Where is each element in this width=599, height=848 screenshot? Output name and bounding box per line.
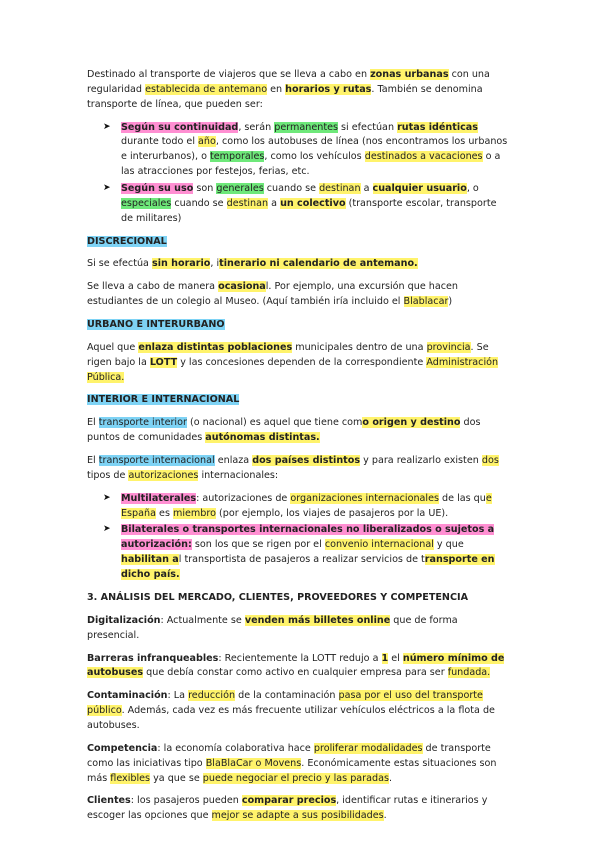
text-run: ) xyxy=(448,296,453,308)
text-run: a xyxy=(360,183,373,195)
paragraph xyxy=(87,794,511,824)
text-run: Barreras infranqueables xyxy=(87,652,219,664)
highlighted-text: año xyxy=(198,136,216,148)
highlighted-text: puede negociar el precio y las paradas xyxy=(202,772,389,784)
highlighted-text: rutas idénticas xyxy=(397,121,478,133)
text-run: Destinado al transporte de viajeros que se lleva a cabo en xyxy=(87,69,371,80)
highlighted-text: cualquier usuario xyxy=(372,183,467,195)
highlighted-text: ransporte en dicho país. xyxy=(121,554,495,581)
highlighted-text: destinados a vacaciones xyxy=(364,151,483,163)
highlighted-text: sin horario xyxy=(151,258,211,270)
text-run: : La xyxy=(167,690,189,702)
highlighted-text: zonas urbanas xyxy=(370,69,449,80)
text-run: enlaza xyxy=(214,455,253,467)
highlighted-text: dos países distintos xyxy=(252,455,361,467)
text-run: cuando se xyxy=(263,183,320,195)
highlighted-text: DISCRECIONAL xyxy=(87,235,167,247)
highlighted-text: Según su continuidad xyxy=(121,121,239,133)
text-run: 3. ANÁLISIS DEL MERCADO, CLIENTES, PROVEEDORES Y COMPETENCIA xyxy=(87,591,468,603)
paragraph xyxy=(87,454,511,484)
highlighted-text: URBANO E INTERURBANO xyxy=(87,319,225,331)
highlighted-text: provincia xyxy=(426,341,471,353)
highlighted-text: fundada. xyxy=(447,667,491,679)
highlighted-text: autónomas distintas. xyxy=(205,432,320,444)
highlighted-text: Multilaterales xyxy=(121,492,197,504)
highlighted-text: o origen y destino xyxy=(362,417,461,429)
text-run: (transporte escolar, transporte de militares) xyxy=(121,197,497,224)
text-run: es xyxy=(156,507,173,519)
highlighted-text: un colectivo xyxy=(280,197,346,209)
text-run: que debía constar como activo en cualquier empresa para ser xyxy=(143,667,448,679)
bullet-list xyxy=(87,121,511,227)
text-run: Competencia xyxy=(87,742,158,754)
highlighted-text: especiales xyxy=(121,197,172,209)
highlighted-text: establecida de antemano xyxy=(145,83,268,95)
highlighted-text: reducción xyxy=(188,690,236,702)
highlighted-text: miembro xyxy=(173,507,216,519)
highlighted-text: destinan xyxy=(226,197,269,209)
highlighted-text: horarios y rutas xyxy=(285,83,372,95)
highlighted-text: venden más billetes online xyxy=(244,614,391,626)
text-run: l. Por ejemplo, una excursión que hacen estudiantes de un colegio al Museo. (Aquí también iría incluido el xyxy=(87,281,459,308)
text-run: : los pasajeros pueden xyxy=(130,795,242,807)
text-run: , i xyxy=(210,258,220,270)
highlighted-text: Administración Pública. xyxy=(87,356,499,383)
text-run: l transportista de pasajeros a realizar servicios de t xyxy=(178,554,425,566)
text-run: El xyxy=(87,417,99,429)
text-run: y para realizarlo existen xyxy=(360,455,482,467)
highlighted-text: temporales xyxy=(210,151,265,163)
highlighted-text: BlaBlaCar o Movens xyxy=(205,757,302,769)
text-run: de transporte como las iniciativas tipo xyxy=(87,742,491,769)
highlighted-text: permanentes xyxy=(274,121,338,133)
arrow-bullet-icon: ➤ xyxy=(103,492,111,503)
text-run: , identificar rutas e itinerarios y escoger las opciones que xyxy=(87,795,488,822)
text-run: : Recientemente la LOTT redujo a xyxy=(218,652,382,664)
text-run: y las concesiones dependen de la correspondiente xyxy=(177,356,427,368)
highlighted-text: proliferar modalidades xyxy=(313,742,423,754)
text-run: el xyxy=(388,652,403,664)
highlighted-text: flexibles xyxy=(110,772,151,784)
highlighted-text: transporte interior xyxy=(98,417,187,429)
text-run: de las qu xyxy=(439,492,486,504)
section-heading xyxy=(87,318,511,333)
text-run: ya que se xyxy=(150,772,203,784)
text-run: : Actualmente se xyxy=(160,614,245,626)
highlighted-text: destinan xyxy=(319,183,361,195)
highlighted-text: INTERIOR E INTERNACIONAL xyxy=(87,394,240,406)
text-run: (o nacional) es aquel que tiene com xyxy=(186,417,363,429)
text-run: , como los vehículos xyxy=(264,151,365,163)
paragraph xyxy=(87,614,511,644)
highlighted-text: enlaza distintas poblaciones xyxy=(138,341,293,353)
text-run: son los que se rigen por el xyxy=(191,539,325,551)
text-run: Si se efectúa xyxy=(87,258,152,270)
text-run: internacionales: xyxy=(198,469,279,481)
highlighted-text: pasa por el uso del transporte público xyxy=(87,690,483,717)
text-run: o a las atracciones por festejos, ferias, etc. xyxy=(121,151,501,178)
text-run: : autorizaciones de xyxy=(196,492,291,504)
paragraph xyxy=(87,341,511,386)
text-run: con una regularidad xyxy=(87,69,490,95)
highlighted-text: mejor se adapte a sus posibilidades xyxy=(211,810,384,822)
highlighted-text: comparar precios xyxy=(241,795,337,807)
text-run: y que xyxy=(433,539,464,551)
text-run: Se lleva a cabo de manera xyxy=(87,281,219,293)
text-run: Digitalización xyxy=(87,614,161,626)
paragraph xyxy=(87,68,511,113)
text-run: El xyxy=(87,455,99,467)
highlighted-text: LOTT xyxy=(149,356,178,368)
text-run: . Económicamente estas situaciones son más xyxy=(87,757,497,784)
list-item xyxy=(87,492,511,522)
text-run: . También se denomina transporte de línea, que pueden ser: xyxy=(87,83,483,110)
text-run: , serán xyxy=(238,121,275,133)
text-run: son xyxy=(193,183,217,195)
highlighted-text: tinerario ni calendario de antemano. xyxy=(219,258,418,270)
highlighted-text: habilitan a xyxy=(121,554,179,566)
highlighted-text: e España xyxy=(121,492,492,519)
text-run: que de forma presencial. xyxy=(87,614,458,641)
highlighted-text: generales xyxy=(216,183,264,195)
highlighted-text: autorizaciones xyxy=(128,469,199,481)
text-run: tipos de xyxy=(87,469,129,481)
text-run: si efectúan xyxy=(338,121,398,133)
highlighted-text: dos xyxy=(481,455,499,467)
text-run: (por ejemplo, los viajes de pasajeros por la UE). xyxy=(215,507,449,519)
arrow-bullet-icon: ➤ xyxy=(103,524,111,535)
paragraph xyxy=(87,416,511,446)
text-run: dos puntos de comunidades xyxy=(87,417,481,444)
paragraph xyxy=(87,652,511,682)
text-run: en xyxy=(267,83,286,95)
text-run: de la contaminación xyxy=(235,690,339,702)
paragraph xyxy=(87,689,511,734)
highlighted-text: Bilaterales o transportes internacionales no liberalizados o sujetos a autorización: xyxy=(121,524,495,551)
text-run: Contaminación xyxy=(87,690,168,702)
paragraph xyxy=(87,280,511,310)
arrow-bullet-icon: ➤ xyxy=(103,121,111,132)
text-run: durante todo el xyxy=(121,136,199,148)
highlighted-text: transporte internacional xyxy=(98,455,215,467)
list-item xyxy=(87,121,511,180)
bullet-list xyxy=(87,492,511,583)
text-run: municipales dentro de una xyxy=(292,341,427,353)
text-run: cuando se xyxy=(171,197,227,209)
text-run: . xyxy=(383,810,387,822)
highlighted-text: convenio internacional xyxy=(324,539,434,551)
text-run: : la economía colaborativa hace xyxy=(157,742,314,754)
highlighted-text: organizaciones internacionales xyxy=(290,492,439,504)
highlighted-text: ocasiona xyxy=(218,281,266,293)
document-page xyxy=(87,68,511,832)
section-heading xyxy=(87,393,511,408)
highlighted-text: número mínimo de autobuses xyxy=(87,652,505,679)
section-heading xyxy=(87,591,511,606)
text-run: a xyxy=(268,197,281,209)
highlighted-text: 1 xyxy=(381,652,389,664)
text-run: Aquel que xyxy=(87,341,139,353)
text-run: . xyxy=(388,772,393,784)
highlighted-text: Según su uso xyxy=(121,183,194,195)
arrow-bullet-icon: ➤ xyxy=(103,183,111,194)
text-run: , como los autobuses de línea (nos encontramos los urbanos e interurbanos), o xyxy=(121,136,508,163)
highlighted-text: Blablacar xyxy=(403,296,449,308)
list-item xyxy=(87,523,511,582)
section-heading xyxy=(87,235,511,250)
text-run: , o xyxy=(466,183,479,195)
text-run: . Además, cada vez es más frecuente utilizar vehículos eléctricos a la flota de autobuses. xyxy=(87,705,495,731)
list-item xyxy=(87,182,511,227)
paragraph xyxy=(87,742,511,787)
paragraph xyxy=(87,257,511,272)
text-run: . Se rigen bajo la xyxy=(87,341,489,368)
text-run: Clientes xyxy=(87,795,131,807)
